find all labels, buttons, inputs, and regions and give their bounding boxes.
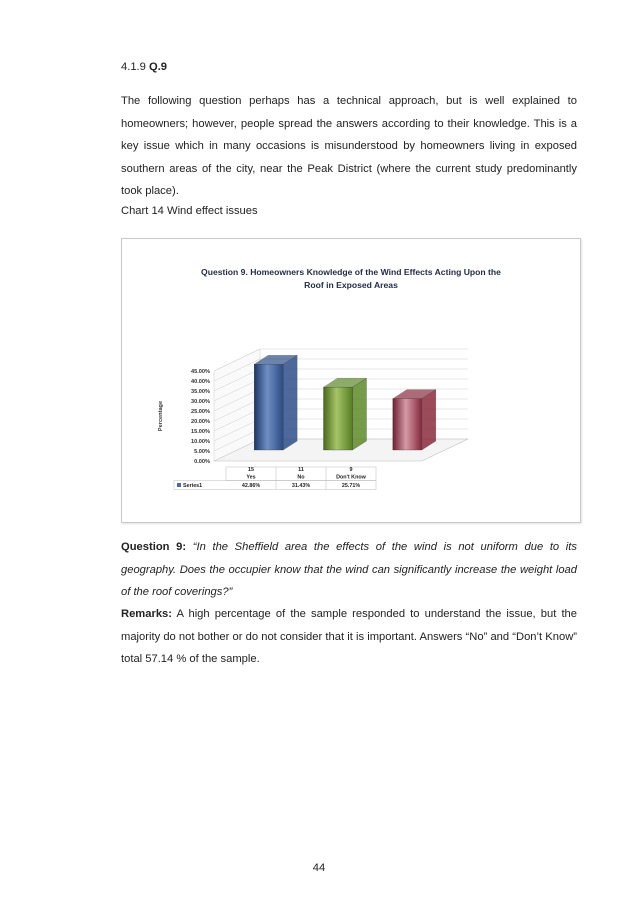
- y-tick-label: 25.00%: [191, 409, 210, 415]
- remarks-lead: Remarks:: [121, 608, 172, 620]
- bar-side: [353, 378, 367, 450]
- y-tick-label: 45.00%: [191, 369, 210, 375]
- remarks-text: A high percentage of the sample responded to understand the issue, but the majority do not bother or do not consider that it is important. Answers “No” and “Don’t Know” total 57.14 % of the sample.: [121, 608, 577, 665]
- question-text: “In the Sheffield area the effects of the wind is not uniform due to its geography. Does the occupier know that the wind can significantly increase the weight load of the roof coverings?”: [121, 541, 577, 598]
- bar: [254, 364, 283, 450]
- y-tick-label: 30.00%: [191, 399, 210, 405]
- bar-side: [283, 355, 297, 450]
- category-label: Yes: [246, 474, 256, 481]
- y-axis-title: Percentage: [158, 400, 164, 432]
- y-tick-label: 0.00%: [194, 459, 210, 465]
- legend-series-name: Series1: [183, 483, 203, 489]
- section-heading: [121, 59, 167, 75]
- bar-side: [422, 390, 436, 450]
- category-count: 15: [248, 467, 254, 473]
- data-label: 31.43%: [291, 483, 311, 489]
- chart-svg: [122, 239, 580, 522]
- data-label: 42.86%: [241, 483, 261, 489]
- remarks-paragraph: [121, 603, 577, 671]
- chart-figure: [121, 238, 581, 523]
- chart-caption: Chart 14 Wind effect issues: [121, 205, 258, 217]
- intro-paragraph: The following question perhaps has a technical approach, but is well explained to homeowners; however, people spread the answers according to their knowledge. This is a key issue which in many occasions is misunderstood by homeowners living in exposed southern areas of the city, near the Peak District (where the current study predominantly took place).: [121, 95, 577, 197]
- section-title: Q.9: [149, 61, 168, 73]
- bar: [324, 387, 353, 450]
- chart-title-line-2: Roof in Exposed Areas: [304, 280, 398, 290]
- y-tick-label: 5.00%: [194, 449, 210, 455]
- y-tick-label: 15.00%: [191, 429, 210, 435]
- bar: [393, 399, 422, 450]
- category-label: Don't Know: [336, 474, 366, 481]
- chart-title-line-1: Question 9. Homeowners Knowledge of the Wind Effects Acting Upon the: [201, 267, 501, 277]
- category-count: 11: [298, 467, 304, 473]
- page-number: 44: [312, 862, 326, 874]
- y-tick-label: 10.00%: [191, 439, 210, 445]
- question-lead: Question 9:: [121, 541, 187, 553]
- data-label: 25.71%: [341, 483, 361, 489]
- section-number: 4.1.9: [121, 61, 146, 73]
- y-tick-label: 40.00%: [191, 379, 210, 385]
- category-label: No: [297, 474, 305, 481]
- y-tick-label: 20.00%: [191, 419, 210, 425]
- category-count: 9: [349, 467, 353, 473]
- y-tick-label: 35.00%: [191, 389, 210, 395]
- question-paragraph: [121, 536, 577, 604]
- legend-swatch: [177, 483, 181, 487]
- plot-area: [158, 349, 468, 490]
